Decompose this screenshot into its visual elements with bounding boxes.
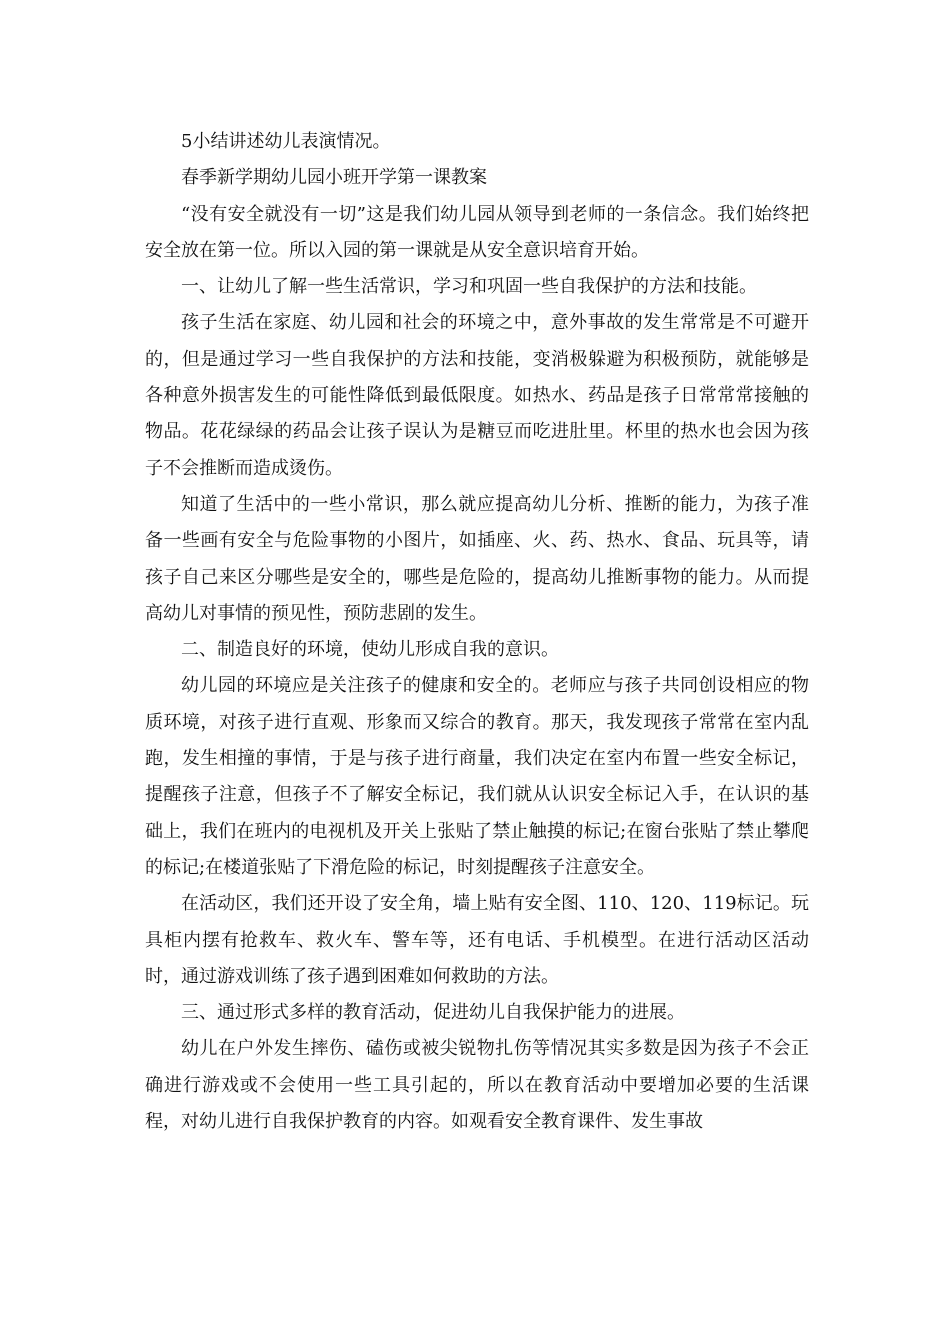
paragraph-section-3a: 幼儿在户外发生摔伤、磕伤或被尖锐物扎伤等情况其实多数是因为孩子不会正确进行游戏或不会使用一些工具引起的，所以在教育活动中要增加必要的生活课程，对幼儿进行自我保护教育的内容。如观看安全教育课件、发生事故: [145, 1038, 809, 1133]
lesson-title: 春季新学期幼儿园小班开学第一课教案: [181, 167, 487, 189]
paragraph-section-1b: 知道了生活中的一些小常识，那么就应提高幼儿分析、推断的能力，为孩子准备一些画有安全与危险事物的小图片，如插座、火、药、热水、食品、玩具等，请孩子自己来区分哪些是安全的，哪些是危险的，提高幼儿推断事物的能力。从而提高幼儿对事情的预见性，预防悲剧的发生。: [145, 493, 809, 624]
paragraph-section-2a: 幼儿园的环境应是关注孩子的健康和安全的。老师应与孩子共同创设相应的物质环境，对孩子进行直观、形象而又综合的教育。那天，我发现孩子常常在室内乱跑，发生相撞的事情，于是与孩子进行商量，我们决定在室内布置一些安全标记，提醒孩子注意，但孩子不了解安全标记，我们就从认识安全标记入手，在认识的基础上，我们在班内的电视机及开关上张贴了禁止触摸的标记;在窗台张贴了禁止攀爬的标记;在楼道张贴了下滑危险的标记，时刻提醒孩子注意安全。: [145, 675, 809, 878]
section-heading-3: 三、通过形式多样的教育活动，促进幼儿自我保护能力的进展。: [181, 1002, 685, 1024]
paragraph-summary: 5小结讲述幼儿表演情况。: [181, 131, 391, 152]
section-heading-2: 二、制造良好的环境，使幼儿形成自我的意识。: [181, 639, 559, 661]
section-heading-1: 一、让幼儿了解一些生活常识，学习和巩固一些自我保护的方法和技能。: [181, 276, 757, 298]
paragraph-intro: “没有安全就没有一切”这是我们幼儿园从领导到老师的一条信念。我们始终把安全放在第一位。所以入园的第一课就是从安全意识培育开始。: [145, 203, 809, 261]
paragraph-section-2b: 在活动区，我们还开设了安全角，墙上贴有安全图、110、120、119标记。玩具柜内摆有抢救车、救火车、警车等，还有电话、手机模型。在进行活动区活动时，通过游戏训练了孩子遇到困难如何救助的方法。: [145, 893, 809, 987]
document-page: [145, 124, 809, 1140]
paragraph-section-1a: 孩子生活在家庭、幼儿园和社会的环境之中，意外事故的发生常常是不可避开的，但是通过学习一些自我保护的方法和技能，变消极躲避为积极预防，就能够是各种意外损害发生的可能性降低到最低限度。如热水、药品是孩子日常常常接触的物品。花花绿绿的药品会让孩子误认为是糖豆而吃进肚里。杯里的热水也会因为孩子不会推断而造成烫伤。: [145, 312, 809, 479]
